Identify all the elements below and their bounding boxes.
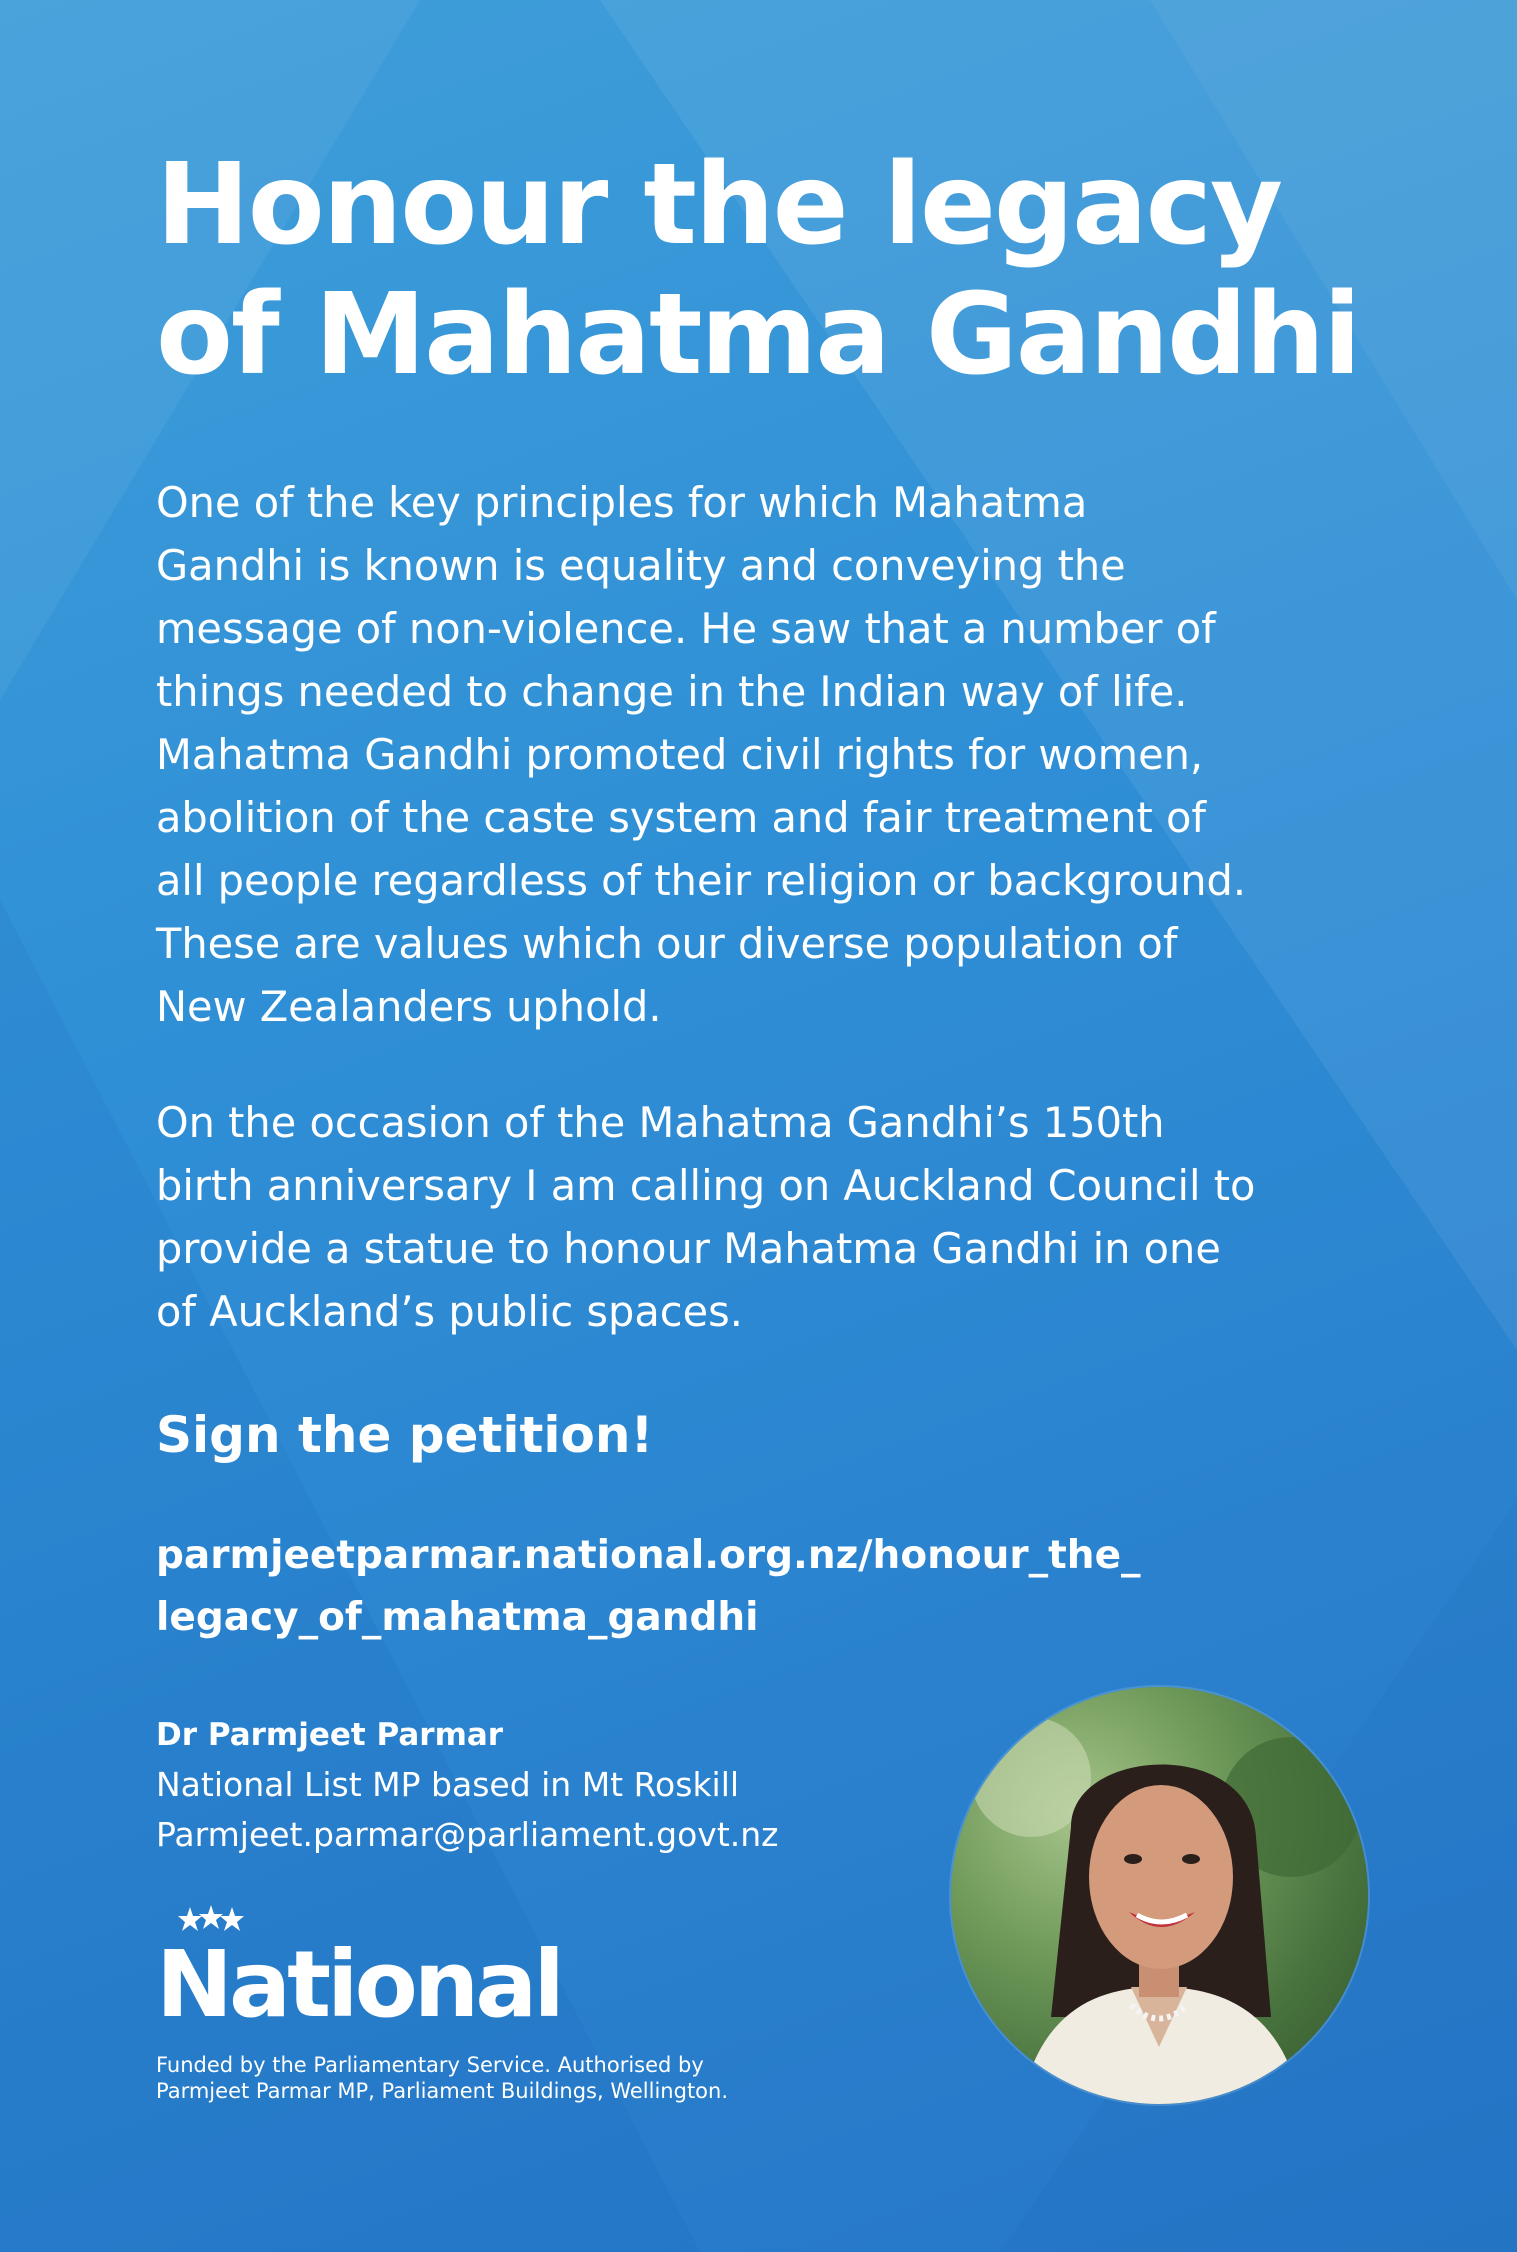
contact-name: Dr Parmjeet Parmar xyxy=(156,1717,504,1753)
body-paragraph-2 xyxy=(156,1091,1386,1343)
petition-link-line-1: parmjeetparmar.national.org.nz/honour_the_ xyxy=(156,1533,1141,1578)
paragraph-line: These are values which our diverse population of xyxy=(156,919,1178,968)
authorisation-footer xyxy=(156,2052,728,2104)
national-logo xyxy=(156,1905,616,2038)
paragraph-line: Mahatma Gandhi promoted civil rights for women, xyxy=(156,730,1204,779)
paragraph-line: of Auckland’s public spaces. xyxy=(156,1287,743,1336)
paragraph-line: things needed to change in the Indian way of life. xyxy=(156,667,1188,716)
paragraph-line: provide a statue to honour Mahatma Gandhi in one xyxy=(156,1224,1221,1273)
paragraph-line: New Zealanders uphold. xyxy=(156,982,662,1031)
contact-block xyxy=(156,1710,779,1860)
sign-petition-heading: Sign the petition! xyxy=(156,1406,654,1464)
paragraph-line: abolition of the caste system and fair treatment of xyxy=(156,793,1206,842)
logo-wordmark: National xyxy=(156,1931,561,2038)
paragraph-line: birth anniversary I am calling on Auckland Council to xyxy=(156,1161,1256,1210)
petition-link-line-2: legacy_of_mahatma_gandhi xyxy=(156,1595,759,1640)
body-paragraph-1 xyxy=(156,471,1386,1038)
paragraph-line: On the occasion of the Mahatma Gandhi’s 150th xyxy=(156,1098,1165,1147)
contact-email[interactable]: Parmjeet.parmar@parliament.govt.nz xyxy=(156,1815,779,1854)
paragraph-line: Gandhi is known is equality and conveying the xyxy=(156,541,1126,590)
contact-role: National List MP based in Mt Roskill xyxy=(156,1765,740,1804)
headline xyxy=(156,140,1386,400)
footer-line-2: Parmjeet Parmar MP, Parliament Buildings, Wellington. xyxy=(156,2079,729,2103)
mp-portrait-photo xyxy=(951,1687,1368,2104)
paragraph-line: all people regardless of their religion or background. xyxy=(156,856,1247,905)
petition-link[interactable] xyxy=(156,1525,1141,1649)
headline-line-2: of Mahatma Gandhi xyxy=(156,270,1360,400)
footer-line-1: Funded by the Parliamentary Service. Authorised by xyxy=(156,2053,704,2077)
portrait-illustration xyxy=(951,1687,1368,2104)
headline-line-1: Honour the legacy xyxy=(156,140,1282,270)
paragraph-line: One of the key principles for which Mahatma xyxy=(156,478,1088,527)
paragraph-line: message of non-violence. He saw that a number of xyxy=(156,604,1216,653)
